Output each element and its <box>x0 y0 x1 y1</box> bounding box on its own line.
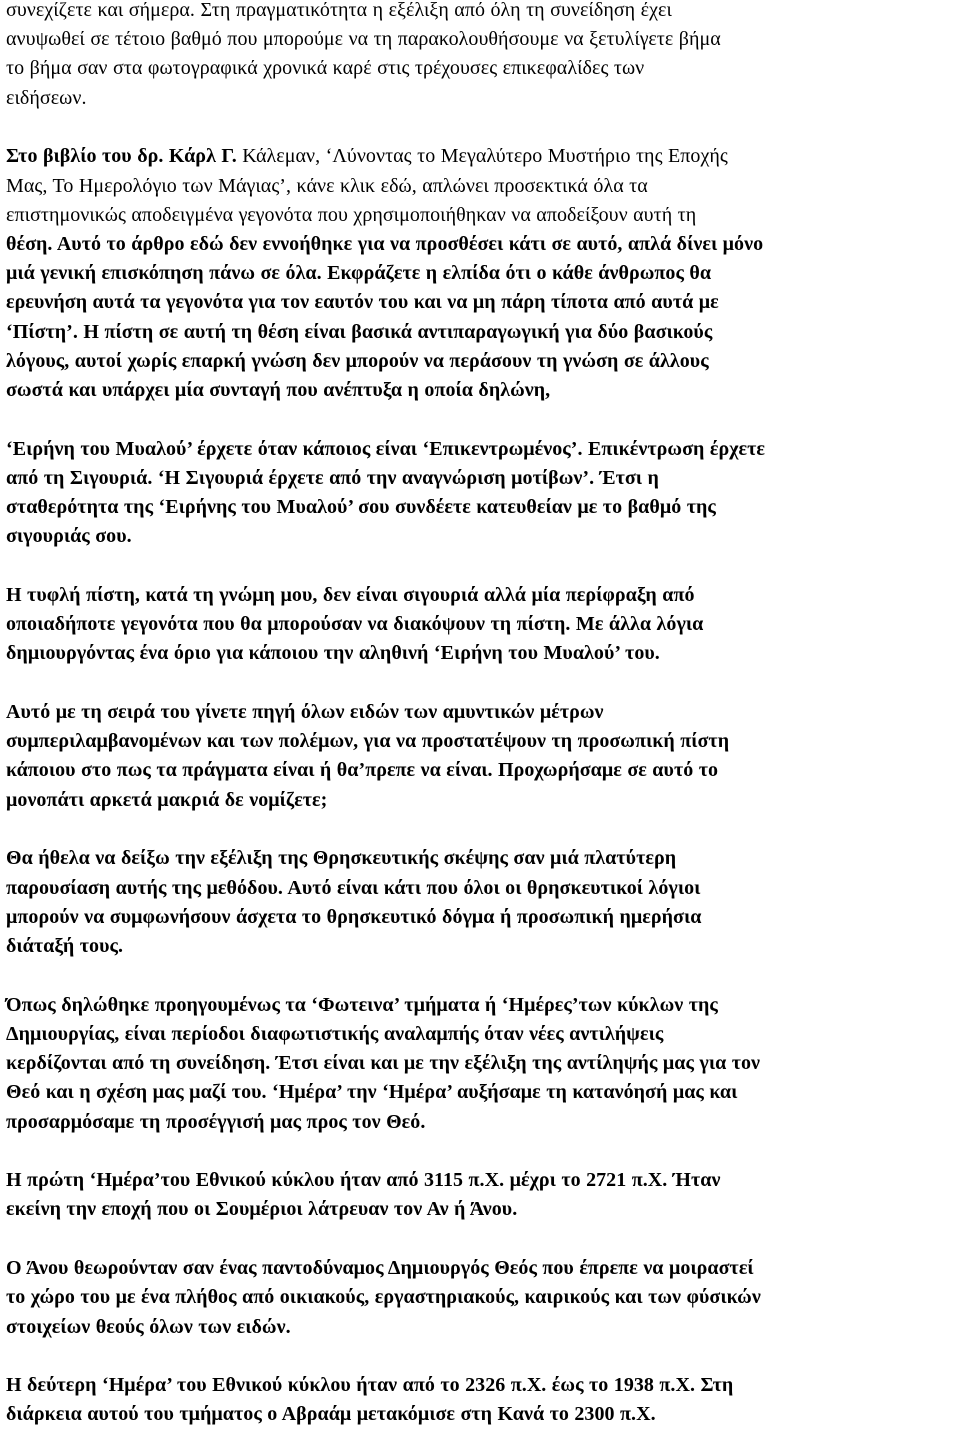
text-line <box>6 727 956 756</box>
text-line <box>6 1283 956 1312</box>
text-line <box>6 84 956 113</box>
text-run: προσαρμόσαμε τη προσέγγισή μας προς τον Θεό. <box>6 1110 426 1133</box>
text-line <box>6 172 956 201</box>
text-line <box>6 1400 956 1429</box>
text-run: Στη πραγματικότητα η εξέλιξη από όλη τη συνείδηση έχει <box>200 0 672 21</box>
text-line <box>6 347 956 376</box>
text-run: επιστημονικώς αποδειγμένα γεγονότα που χρησιμοποιήθηκαν να αποδείξουν αυτή τη <box>6 203 697 226</box>
text-run: σταθερότητα της ‘Ειρήνης του Μυαλού’ σου συνδέετε κατευθείαν με το βαθμό της <box>6 496 716 519</box>
text-run: Θα ήθελα να δείξω την εξέλιξη της Θρησκευτικής σκέψης σαν μιά πλατύτερη <box>6 847 677 870</box>
text-run: το βήμα σαν στα φωτογραφικά χρονικά καρέ στις τρέχουσες επικεφαλίδες των <box>6 57 645 80</box>
paragraph-3 <box>6 435 956 552</box>
text-line <box>6 903 956 932</box>
text-line <box>6 1078 956 1107</box>
text-run: Θεό και η σχέση μας μαζί του. ‘Ημέρα’ την ‘Ημέρα’ αυξήσαμε τη κατανόησή μας και <box>6 1081 738 1104</box>
text-line <box>6 435 956 464</box>
text-line <box>6 1108 956 1137</box>
text-run: μιά γενική επισκόπηση πάνω σε όλα. Εκφράζετε η ελπίδα ότι ο κάθε άνθρωπος θα <box>6 262 712 285</box>
text-line <box>6 201 956 230</box>
text-line <box>6 1166 956 1195</box>
text-line <box>6 1313 956 1342</box>
text-line <box>6 464 956 493</box>
text-line <box>6 1195 956 1224</box>
text-line <box>6 142 956 171</box>
text-line <box>6 932 956 961</box>
text-run: συμπεριλαμβανομένων και των πολέμων, για να προστατέψουν τη προσωπική πίστη <box>6 730 730 753</box>
text-line <box>6 1371 956 1400</box>
text-run: το χώρο του με ένα πλήθος από οικιακούς, εργαστηριακούς, καιρικούς και των φύσικών <box>6 1286 761 1309</box>
text-run: σωστά και υπάρχει μία συνταγή που ανέπτυξα η οποία δηλώνη, <box>6 378 551 401</box>
text-run: οποιαδήποτε γεγονότα που θα μπορούσαν να διακόψουν τη πίστη. Με άλλα λόγια <box>6 613 704 636</box>
text-line <box>6 230 956 259</box>
text-run: διάταξή τους. <box>6 934 124 957</box>
paragraph-10 <box>6 1371 956 1429</box>
text-run: μονοπάτι αρκετά μακριά δε νομίζετε; <box>6 788 328 811</box>
text-line <box>6 318 956 347</box>
text-line <box>6 874 956 903</box>
text-run: λόγους, αυτοί χωρίς επαρκή γνώση δεν μπορούν να περάσουν τη γνώση σε άλλους <box>6 349 709 372</box>
text-line <box>6 786 956 815</box>
text-run: κερδίζονται από τη συνείδηση. Έτσι είναι και με την εξέλιξη της αντίληψής μας για τον <box>6 1052 761 1075</box>
text-run: Η τυφλή πίστη, κατά τη γνώμη μου, δεν είναι σιγουριά αλλά μία περίφραξη από <box>6 583 695 606</box>
paragraph-2 <box>6 142 956 405</box>
text-run: μπορούν να συμφωνήσουν άσχετα το θρησκευτικό δόγμα ή προσωπική ημερήσια <box>6 905 702 928</box>
text-run: στοιχείων θεούς όλων των ειδών. <box>6 1315 291 1338</box>
text-run: εκείνη την εποχή που οι Σουμέριοι λάτρευαν τον Αν ή Άνου. <box>6 1198 518 1221</box>
paragraph-7 <box>6 991 956 1137</box>
text-run: από τη Σιγουριά. ‘Η Σιγουριά έρχετε από την αναγνώριση μοτίβων’. Έτσι η <box>6 466 659 489</box>
text-line <box>6 698 956 727</box>
text-line <box>6 54 956 83</box>
text-line <box>6 1254 956 1283</box>
paragraph-4 <box>6 581 956 669</box>
text-run: θέση. Αυτό το άρθρο εδώ δεν εννοήθηκε για να προσθέσει κάτι σε αυτό, απλά δίνει μόνο <box>6 232 764 255</box>
text-line <box>6 1020 956 1049</box>
text-run: ερευνήση αυτά τα γεγονότα για τον εαυτόν του και να μη πάρη τίποτα από αυτά με <box>6 291 719 314</box>
paragraph-1 <box>6 0 956 113</box>
text-line <box>6 610 956 639</box>
text-line <box>6 25 956 54</box>
text-run: ‘Πίστη’. Η πίστη σε αυτή τη θέση είναι βασικά αντιπαραγωγική για δύο βασικούς <box>6 320 713 343</box>
text-run: ανυψωθεί σε τέτοιο βαθμό που μπορούμε να τη παρακολουθήσουμε να ξετυλίγετε βήμα <box>6 28 721 51</box>
text-run: σιγουριάς σου. <box>6 525 132 548</box>
text-line <box>6 288 956 317</box>
text-run: Κάλεμαν, ‘Λύνοντας το Μεγαλύτερο Μυστήριο της Εποχής <box>242 145 728 168</box>
text-run: Η πρώτη ‘Ημέρα’του Εθνικού κύκλου ήταν από 3115 π.Χ. μέχρι το 2721 π.Χ. Ήταν <box>6 1169 721 1192</box>
text-run: συνεχίζετε και σήμερα. <box>6 0 201 21</box>
text-line <box>6 991 956 1020</box>
text-run: κάποιου στο πως τα πράγματα είναι ή θα’πρεπε να είναι. Προχωρήσαμε σε αυτό το <box>6 759 719 782</box>
text-run: Αυτό με τη σειρά του γίνετε πηγή όλων ειδών των αμυντικών μέτρων <box>6 701 604 724</box>
text-run: Ο Άνου θεωρούνταν σαν ένας παντοδύναμος Δημιουργός Θεός που έπρεπε να μοιραστεί <box>6 1257 754 1280</box>
text-line <box>6 522 956 551</box>
text-line <box>6 581 956 610</box>
text-run: ειδήσεων. <box>6 86 87 109</box>
text-line <box>6 756 956 785</box>
text-run: Μας, Το Ημερολόγιο των Μάγιας’, κάνε κλικ εδώ, απλώνει προσεκτικά όλα τα <box>6 174 648 197</box>
text-run: δημιουργόντας ένα όριο για κάποιου την αληθινή ‘Ειρήνη του Μυαλού’ του. <box>6 642 660 665</box>
text-run: παρουσίαση αυτής της μεθόδου. Αυτό είναι κάτι που όλοι οι θρησκευτικοί λόγιοι <box>6 876 701 899</box>
paragraph-5 <box>6 698 956 815</box>
paragraph-8 <box>6 1166 956 1224</box>
text-run: Η δεύτερη ‘Ημέρα’ του Εθνικού κύκλου ήταν από το 2326 π.Χ. έως το 1938 π.Χ. Στη <box>6 1374 734 1397</box>
text-line <box>6 376 956 405</box>
paragraph-6 <box>6 844 956 961</box>
text-run: διάρκεια αυτού του τμήματος ο Αβραάμ μετακόμισε στη Κανά το 2300 π.Χ. <box>6 1403 656 1426</box>
text-line <box>6 1049 956 1078</box>
text-run: ‘Ειρήνη του Μυαλού’ έρχετε όταν κάποιος είναι ‘Επικεντρωμένος’. Επικέντρωση έρχετε <box>6 437 765 460</box>
text-line <box>6 0 956 25</box>
text-line <box>6 844 956 873</box>
text-line <box>6 639 956 668</box>
text-run: Όπως δηλώθηκε προηγουμένως τα ‘Φωτεινα’ τμήματα ή ‘Ημέρες’των κύκλων της <box>6 993 718 1016</box>
text-run: Δημιουργίας, είναι περίοδοι διαφωτιστικής αναλαμπής όταν νέες αντιλήψεις <box>6 1022 664 1045</box>
text-run: Στο βιβλίο του δρ. Κάρλ Γ. <box>6 145 243 168</box>
document-page <box>6 0 956 1430</box>
text-line <box>6 493 956 522</box>
paragraph-9 <box>6 1254 956 1342</box>
text-line <box>6 259 956 288</box>
